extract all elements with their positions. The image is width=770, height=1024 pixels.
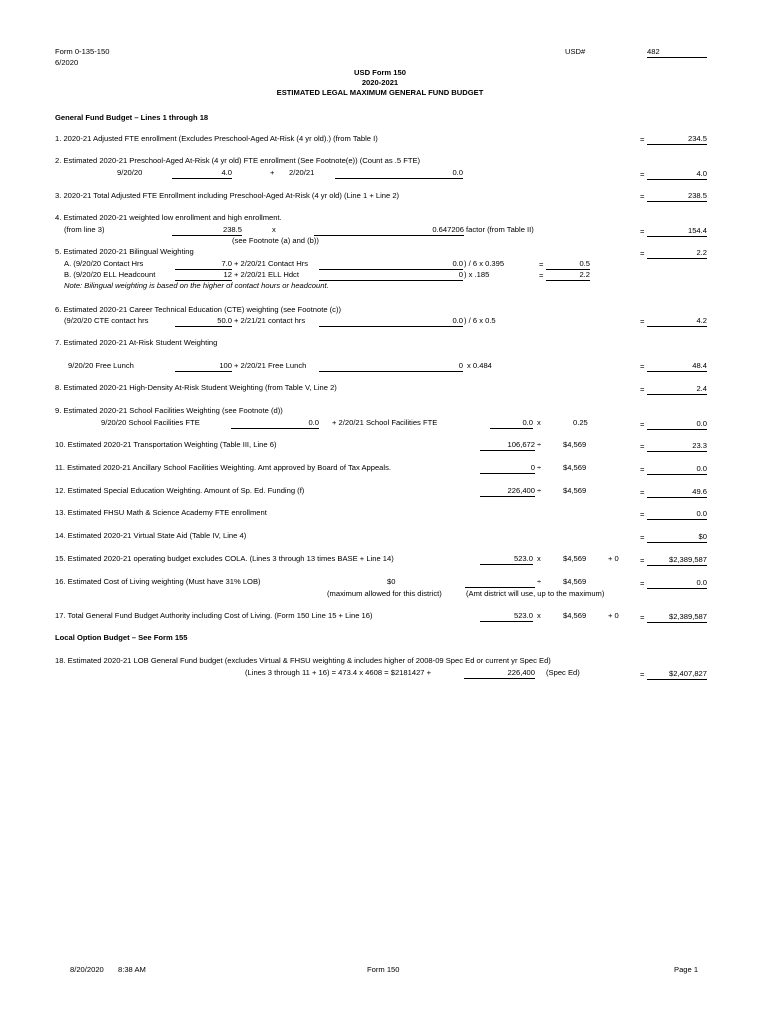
line5-b-label: B. (9/20/20 ELL Headcount (64, 270, 156, 279)
line9-value: 0.0 (231, 418, 319, 429)
line2-text: 2. Estimated 2020-21 Preschool-Aged At-Risk (4 yr old) FTE enrollment (See Footnote(e)) (Count as .5 FTE) (55, 156, 421, 165)
line18-value: 226,400 (464, 668, 535, 679)
line18-text: 18. Estimated 2020-21 LOB General Fund budget (excludes Virtual & FHSU weighting & includes higher of 2008-09 Spec Ed or current yr Spec Ed) (55, 656, 551, 665)
divide: ÷ (537, 577, 542, 586)
equals: = (640, 488, 645, 497)
line18-calc: (Lines 3 through 11 + 16) = 473.4 x 4608 = $2181427 + (245, 668, 432, 677)
line4-text: 4. Estimated 2020-21 weighted low enrollment and high enrollment. (55, 213, 282, 222)
line9-mid: + 2/20/21 School Facilities FTE (332, 418, 438, 427)
line14-result: $0 (647, 532, 707, 543)
form-number: Form 0-135-150 (55, 47, 110, 56)
footer-page: Page 1 (674, 965, 699, 974)
equals: = (640, 579, 645, 588)
equals: = (640, 510, 645, 519)
line4-factor: 0.647206 (314, 225, 464, 236)
line7-mid: + 2/20/21 Free Lunch (234, 361, 307, 370)
line15-base: $4,569 (563, 554, 587, 563)
line1-text: 1. 2020-21 Adjusted FTE enrollment (Excludes Preschool-Aged At-Risk (4 yr old).) (from Table I) (55, 134, 378, 143)
line2-a-value: 4.0 (172, 168, 232, 179)
line6-text: 6. Estimated 2020-21 Career Technical Education (CTE) weighting (see Footnote (c)) (55, 305, 342, 314)
line7-calc: x 0.484 (467, 361, 492, 370)
line4-from: (from line 3) (64, 225, 105, 234)
line2-b-value: 0.0 (335, 168, 463, 179)
line6-right: 0.0 (319, 316, 463, 327)
equals: = (640, 385, 645, 394)
line5-b-equals: = (539, 271, 544, 280)
line5-b-mid: + 2/20/21 ELL Hdct (234, 270, 299, 279)
page-title: USD Form 150 (354, 68, 406, 77)
footer-time: 8:38 AM (118, 965, 146, 974)
line12-base: $4,569 (563, 486, 587, 495)
line16-note-right: (Amt district will use, up to the maximum) (466, 589, 605, 598)
equals: = (640, 362, 645, 371)
section-local-option: Local Option Budget – See Form 155 (55, 633, 188, 642)
line9-result: 0.0 (647, 419, 707, 430)
line5-b-result: 2.2 (546, 270, 590, 281)
line9-mult: 0.25 (573, 418, 588, 427)
line8-text: 8. Estimated 2020-21 High-Density At-Risk Student Weighting (from Table V, Line 2) (55, 383, 337, 392)
line5-text: 5. Estimated 2020-21 Bilingual Weighting (55, 247, 194, 256)
line2-b-label: 2/20/21 (289, 168, 315, 177)
line13-text: 13. Estimated FHSU Math & Science Academy FTE enrollment (55, 508, 267, 517)
line5-a-result: 0.5 (546, 259, 590, 270)
line9-text: 9. Estimated 2020-21 School Facilities Weighting (see Footnote (d)) (55, 406, 283, 415)
line15-plus: + 0 (608, 554, 619, 563)
line15-times: x (537, 554, 541, 563)
line17-times: x (537, 611, 541, 620)
line4-value: 238.5 (172, 225, 242, 236)
line5-a-right: 0.0 (319, 259, 463, 270)
equals: = (640, 170, 645, 179)
line10-result: 23.3 (647, 441, 707, 452)
line4-note: (see Footnote (a) and (b)) (232, 236, 319, 245)
line15-value: 523.0 (480, 554, 533, 565)
line4-result: 154.4 (647, 226, 707, 237)
line16-amount: $0 (387, 577, 396, 586)
line7-right: 0 (319, 361, 463, 372)
line12-value: 226,400 (480, 486, 535, 497)
page-year: 2020-2021 (361, 78, 399, 87)
line9-label: 9/20/20 School Facilities FTE (101, 418, 200, 427)
line5-a-value: 7.0 (175, 259, 232, 270)
equals: = (640, 442, 645, 451)
line6-label: (9/20/20 CTE contact hrs (64, 316, 149, 325)
line5-a-mid: + 2/20/21 Contact Hrs (234, 259, 309, 268)
line7-result: 48.4 (647, 361, 707, 372)
line5-a-label: A. (9/20/20 Contact Hrs (64, 259, 144, 268)
line7-value: 100 (175, 361, 232, 372)
equals: = (640, 317, 645, 326)
line6-result: 4.2 (647, 316, 707, 327)
usd-value: 482 (647, 47, 707, 58)
line5-note: Note: Bilingual weighting is based on the higher of contact hours or headcount. (64, 281, 329, 290)
line17-result: $2,389,587 (647, 612, 707, 623)
line11-value: 0 (480, 463, 535, 474)
line5-b-calc: ) x .185 (464, 270, 490, 279)
divide: ÷ (537, 486, 542, 495)
equals: = (640, 613, 645, 622)
line13-result: 0.0 (647, 509, 707, 520)
line1-result: 234.5 (647, 134, 707, 145)
line6-value: 50.0 (175, 316, 232, 327)
line2-a-label: 9/20/20 (117, 168, 143, 177)
equals: = (640, 227, 645, 236)
line5-b-right: 0 (319, 270, 463, 281)
line10-text: 10. Estimated 2020-21 Transportation Weighting (Table III, Line 6) (55, 440, 277, 449)
footer-date: 8/20/2020 (70, 965, 104, 974)
line11-result: 0.0 (647, 464, 707, 475)
line5-a-calc: ) / 6 x 0.395 (464, 259, 505, 268)
equals: = (640, 192, 645, 201)
form-date: 6/2020 (55, 58, 79, 67)
page-subtitle: ESTIMATED LEGAL MAXIMUM GENERAL FUND BUDGET (276, 88, 484, 97)
line14-text: 14. Estimated 2020-21 Virtual State Aid (Table IV, Line 4) (55, 531, 247, 540)
line6-mid: + 2/21/21 contact hrs (234, 316, 306, 325)
line5-a-equals: = (539, 260, 544, 269)
line16-input (465, 577, 535, 588)
equals: = (640, 420, 645, 429)
divide: ÷ (537, 463, 542, 472)
line4-times: x (272, 225, 276, 234)
line16-base: $4,569 (563, 577, 587, 586)
equals: = (640, 465, 645, 474)
footer-form: Form 150 (367, 965, 400, 974)
equals: = (640, 556, 645, 565)
usd-label: USD# (565, 47, 586, 56)
line12-text: 12. Estimated Special Education Weighting. Amount of Sp. Ed. Funding (f) (55, 486, 305, 495)
line9-times: x (537, 418, 541, 427)
line7-text: 7. Estimated 2020-21 At-Risk Student Weighting (55, 338, 218, 347)
line3-result: 238.5 (647, 191, 707, 202)
line16-text: 16. Estimated Cost of Living weighting (Must have 31% LOB) (55, 577, 261, 586)
divide: ÷ (537, 440, 542, 449)
equals: = (640, 670, 645, 679)
line5-b-value: 12 (175, 270, 232, 281)
line15-result: $2,389,587 (647, 555, 707, 566)
line8-result: 2.4 (647, 384, 707, 395)
line7-label: 9/20/20 Free Lunch (68, 361, 134, 370)
line17-text: 17. Total General Fund Budget Authority including Cost of Living. (Form 150 Line 15 + Line 16) (55, 611, 373, 620)
plus: + (270, 168, 275, 177)
line18-result: $2,407,827 (647, 669, 707, 680)
line18-spec: (Spec Ed) (546, 668, 580, 677)
line10-value: 106,672 (480, 440, 535, 451)
section-general-fund: General Fund Budget – Lines 1 through 18 (55, 113, 209, 122)
line6-calc: ) / 6 x 0.5 (464, 316, 496, 325)
line4-factor-label: factor (from Table II) (466, 225, 534, 234)
line3-text: 3. 2020-21 Total Adjusted FTE Enrollment including Preschool-Aged At-Risk (4 yr old) (Line 1 + Line 2) (55, 191, 400, 200)
line12-result: 49.6 (647, 487, 707, 498)
line17-plus: + 0 (608, 611, 619, 620)
line2-result: 4.0 (647, 169, 707, 180)
line16-result: 0.0 (647, 578, 707, 589)
line10-base: $4,569 (563, 440, 587, 449)
line9-right: 0.0 (490, 418, 533, 429)
line5-result: 2.2 (647, 248, 707, 259)
line15-text: 15. Estimated 2020-21 operating budget excludes COLA. (Lines 3 through 13 times BASE + Line 14) (55, 554, 394, 563)
line16-note-left: (maximum allowed for this district) (327, 589, 442, 598)
line17-value: 523.0 (480, 611, 533, 622)
line11-base: $4,569 (563, 463, 587, 472)
equals: = (640, 135, 645, 144)
equals: = (640, 249, 645, 258)
equals: = (640, 533, 645, 542)
line17-base: $4,569 (563, 611, 587, 620)
line11-text: 11. Estimated 2020-21 Ancillary School Facilities Weighting. Amt approved by Board of Tax Appeals. (55, 463, 391, 472)
